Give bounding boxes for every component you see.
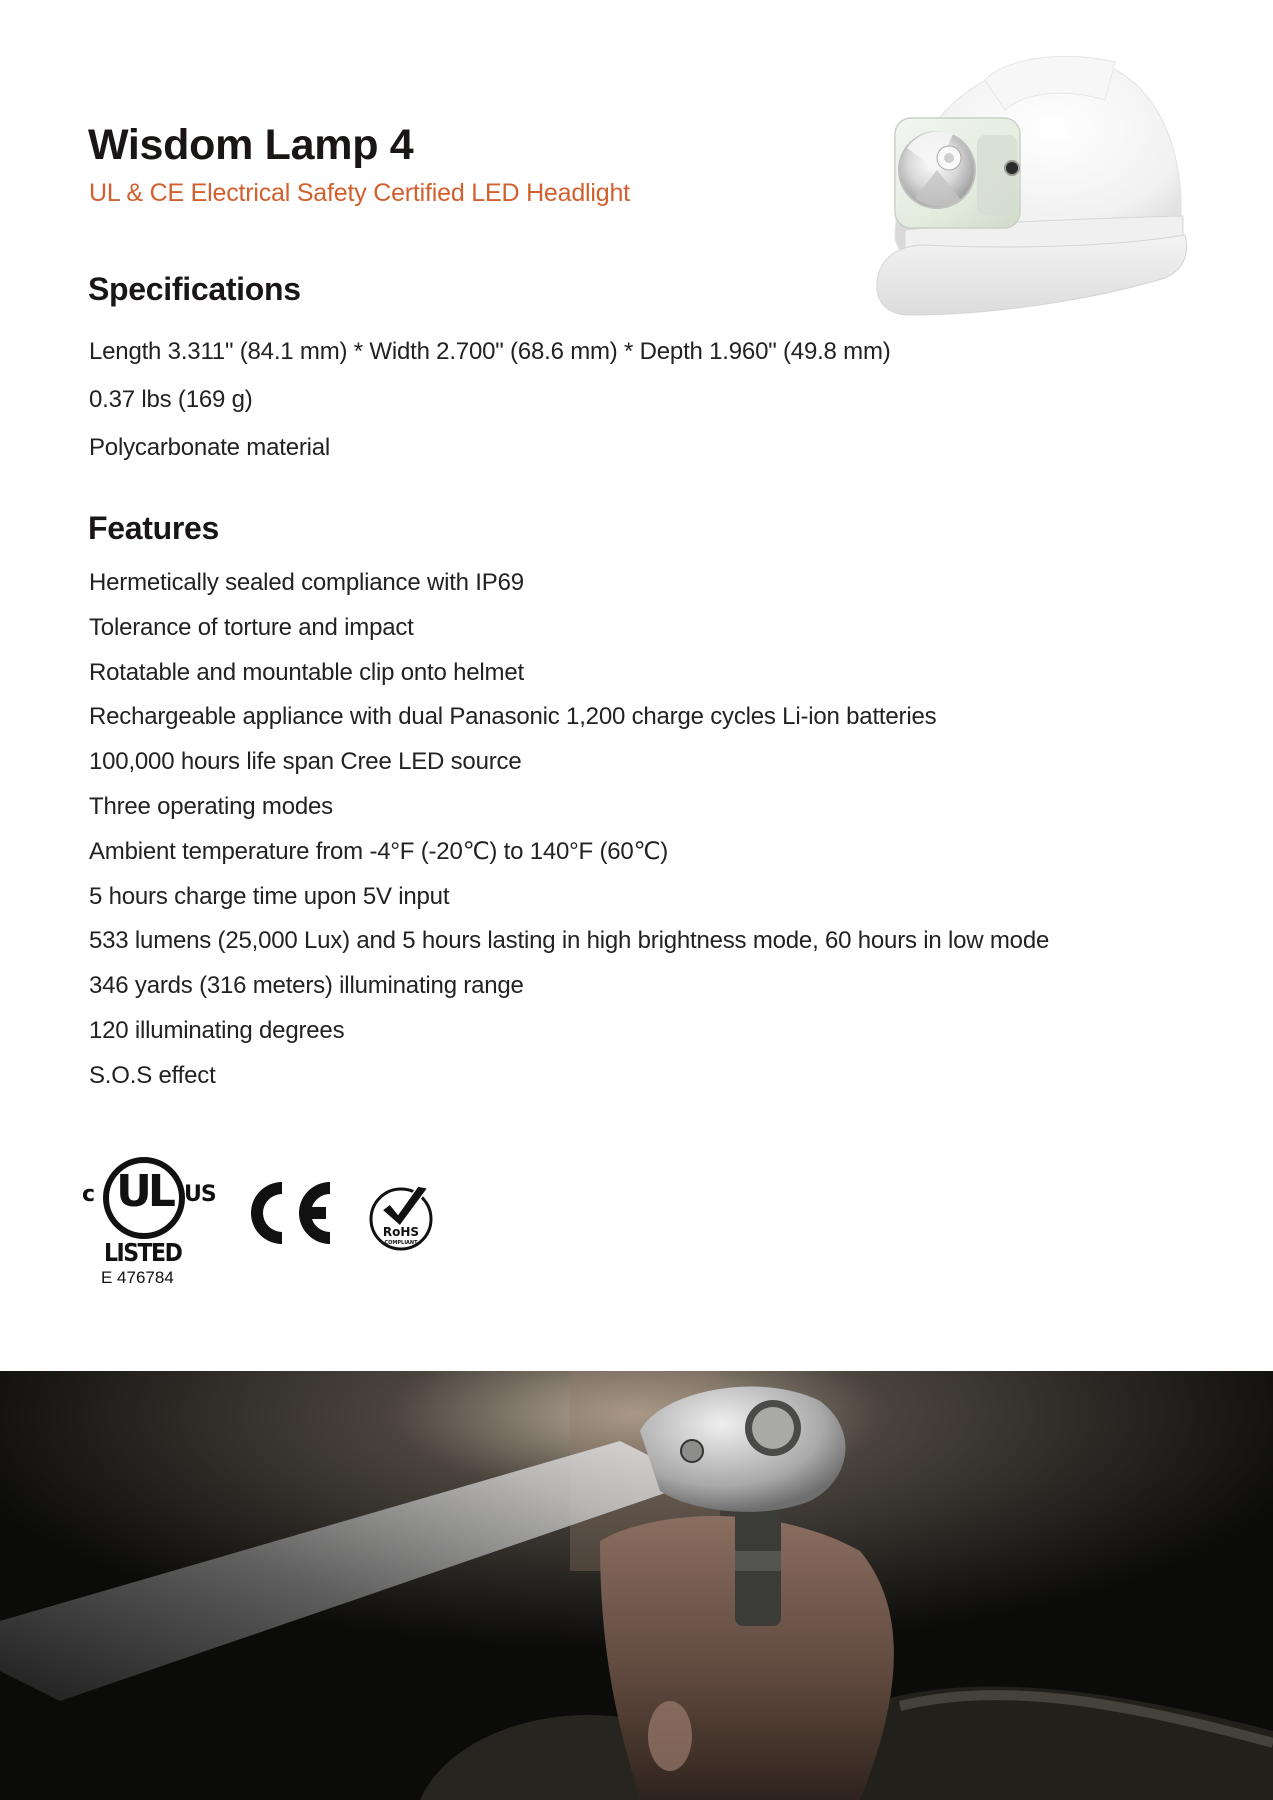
feature-item: 533 lumens (25,000 Lux) and 5 hours lasting in high brightness mode, 60 hours in low mode [89,927,1050,955]
spec-item-dimensions: Length 3.311" (84.1 mm) * Width 2.700" (68.6 mm) * Depth 1.960" (49.8 mm) [89,338,891,365]
features-list [89,568,1049,1106]
feature-item: 346 yards (316 meters) illuminating range [89,972,524,1000]
feature-item: Hermetically sealed compliance with IP69 [89,569,524,596]
certification-logos [80,1150,460,1290]
svg-text:COMPLIANT: COMPLIANT [384,1240,418,1246]
helmet-with-headlamp-image [865,40,1195,330]
feature-item: Tolerance of torture and impact [89,613,414,641]
page-subtitle: UL & CE Electrical Safety Certified LED Headlight [89,179,630,207]
feature-item: Rotatable and mountable clip onto helmet [89,658,524,686]
ul-suffix: US [184,1182,216,1207]
page-title: Wisdom Lamp 4 [88,121,414,169]
feature-item: Rechargeable appliance with dual Panasonic 1,200 charge cycles Li-ion batteries [89,703,937,731]
svg-text:RoHS: RoHS [382,1225,420,1239]
specifications-list [89,337,891,481]
features-heading: Features [88,510,219,546]
spec-item-material: Polycarbonate material [89,434,331,461]
feature-item: 100,000 hours life span Cree LED source [89,748,522,776]
ul-status: LISTED [104,1239,182,1268]
feature-item: 120 illuminating degrees [89,1016,345,1044]
ce-mark-icon [246,1178,334,1248]
feature-item: Ambient temperature from -4°F (-20℃) to 140°F (60℃) [89,837,669,865]
ul-mark: UL [116,1166,172,1217]
ul-file-number: E 476784 [101,1268,174,1287]
rohs-compliant-icon [368,1182,438,1252]
ul-prefix: c [82,1182,96,1207]
feature-item: S.O.S effect [89,1061,216,1089]
ratchet-wrench-photo [0,1371,1273,1800]
feature-item: 5 hours charge time upon 5V input [89,882,450,910]
spec-item-weight: 0.37 lbs (169 g) [89,386,253,413]
feature-item: Three operating modes [89,792,333,820]
specifications-heading: Specifications [88,271,301,307]
ul-listed-logo [80,1150,230,1290]
